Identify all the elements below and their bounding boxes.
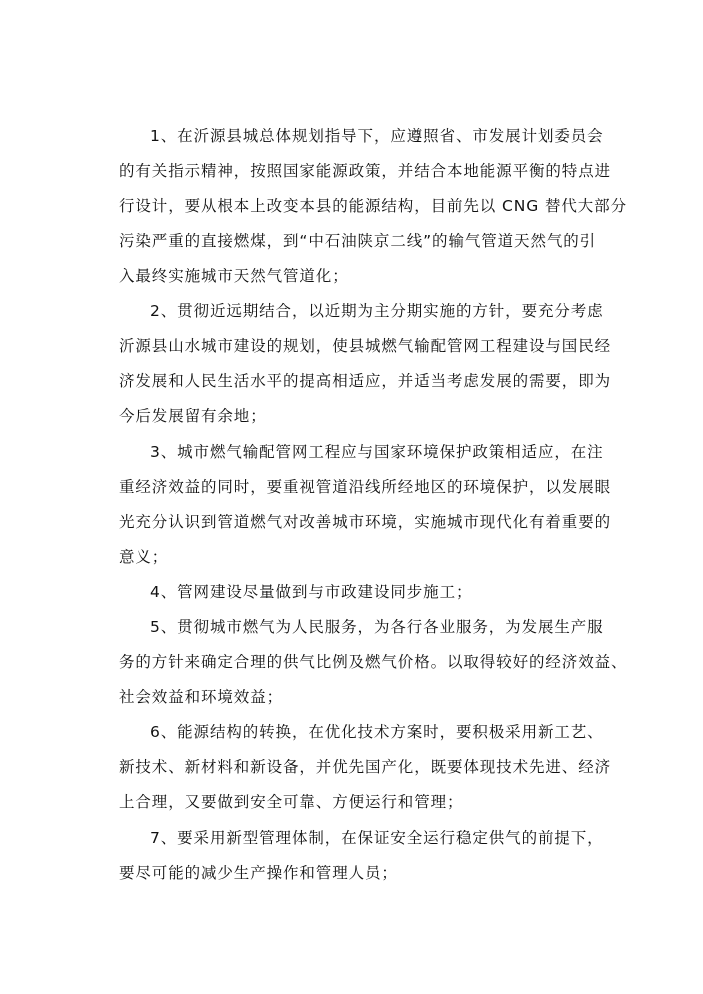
paragraph-7-line-2: 要尽可能的减少生产操作和管理人员； bbox=[119, 864, 398, 882]
paragraph-5-line-3: 社会效益和环境效益； bbox=[119, 688, 284, 706]
paragraph-1-line-5: 入最终实施城市天然气管道化； bbox=[119, 267, 349, 285]
paragraph-7-line-1: 7、要采用新型管理体制，在保证安全运行稳定供气的前提下， bbox=[150, 829, 604, 847]
paragraph-4-line-1: 4、管网建设尽量做到与市政建设同步施工； bbox=[150, 583, 473, 601]
paragraph-1-line-2: 的有关指示精神，按照国家能源政策，并结合本地能源平衡的特点进 bbox=[119, 162, 612, 180]
paragraph-6-line-3: 上合理，又要做到安全可靠、方便运行和管理； bbox=[119, 793, 464, 811]
paragraph-5-line-2: 务的方针来确定合理的供气比例及燃气价格。以取得较好的经济效益、 bbox=[119, 653, 628, 671]
paragraph-2-line-1: 2、贯彻近远期结合，以近期为主分期实施的方针，要充分考虑 bbox=[150, 302, 604, 320]
paragraph-1-line-1: 1、在沂源县城总体规划指导下，应遵照省、市发展计划委员会 bbox=[150, 127, 604, 145]
paragraph-1-line-4: 污染严重的直接燃煤，到“中石油陕京二线”的输气管道天然气的引 bbox=[119, 232, 597, 250]
paragraph-3-line-1: 3、城市燃气输配管网工程应与国家环境保护政策相适应，在注 bbox=[150, 443, 604, 461]
paragraph-6-line-1: 6、能源结构的转换，在优化技术方案时，要积极采用新工艺、 bbox=[150, 723, 604, 741]
paragraph-3-line-2: 重经济效益的同时，要重视管道沿线所经地区的环境保护，以发展眼 bbox=[119, 478, 612, 496]
paragraph-3-line-4: 意义； bbox=[119, 548, 169, 566]
paragraph-2-line-2: 沂源县山水城市建设的规划，使县城燃气输配管网工程建设与国民经 bbox=[119, 337, 612, 355]
paragraph-5-line-1: 5、贯彻城市燃气为人民服务，为各行各业服务，为发展生产服 bbox=[150, 618, 604, 636]
paragraph-1-line-3: 行设计，要从根本上改变本县的能源结构，目前先以 CNG 替代大部分 bbox=[119, 197, 627, 215]
paragraph-2-line-4: 今后发展留有余地； bbox=[119, 407, 267, 425]
paragraph-6-line-2: 新技术、新材料和新设备，并优先国产化，既要体现技术先进、经济 bbox=[119, 758, 612, 776]
paragraph-3-line-3: 光充分认识到管道燃气对改善城市环境，实施城市现代化有着重要的 bbox=[119, 513, 612, 531]
paragraph-2-line-3: 济发展和人民生活水平的提高相适应，并适当考虑发展的需要，即为 bbox=[119, 372, 612, 390]
